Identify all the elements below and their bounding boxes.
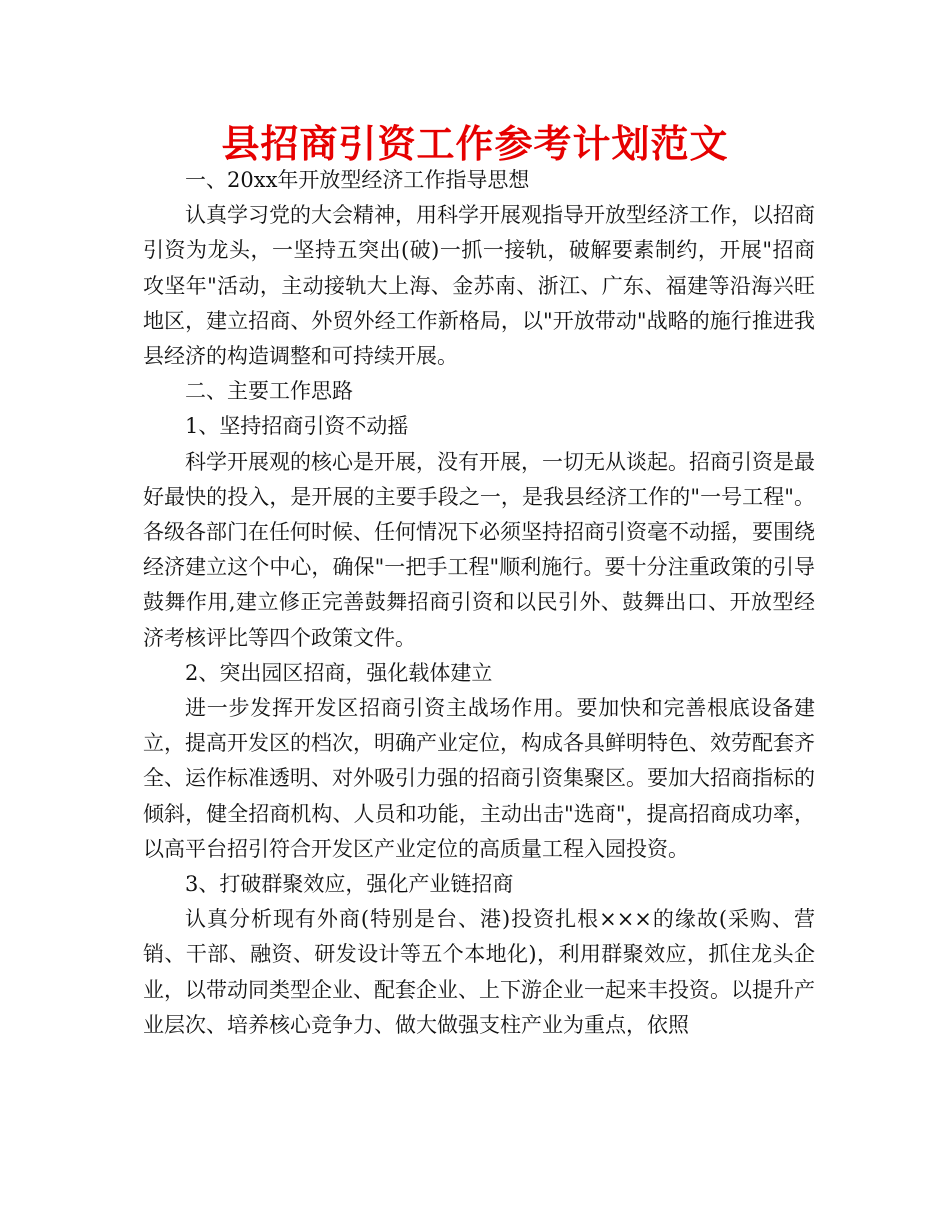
- paragraph-1: 科学开展观的核心是开展，没有开展，一切无从谈起。招商引资是最好最快的投入，是开展的主要手段之一，是我县经济工作的"一号工程"。各级各部门在任何时候、任何情况下必须坚持招商引资毫不动摇，要围绕经济建立这个中心，确保"一把手工程"顺利施行。要十分注重政策的引导鼓舞作用,建立修正完善鼓舞招商引资和以民引外、鼓舞出口、开放型经济考核评比等四个政策文件。: [143, 449, 815, 650]
- subheading-3: 3、打破群聚效应，强化产业链招商: [185, 872, 514, 897]
- document-body: [143, 163, 815, 1043]
- document-title: 县招商引资工作参考计划范文: [221, 122, 729, 166]
- subheading-2: 2、突出园区招商，强化载体建立: [185, 660, 493, 685]
- heading-main-ideas: 二、主要工作思路: [185, 379, 353, 404]
- heading-guiding-thought: 一、20xx年开放型经济工作指导思想: [185, 168, 530, 192]
- paragraph-3: 认真分析现有外商(特别是台、港)投资扎根×××的缘故(采购、营销、干部、融资、研发设计等五个本地化)，利用群聚效应，抓住龙头企业，以带动同类型企业、配套企业、上下游企业一起来丰投资。以提升产业层次、培养核心竞争力、做大做强支柱产业为重点，依照: [143, 907, 815, 1037]
- subheading-1: 1、坚持招商引资不动摇: [185, 414, 409, 439]
- paragraph-2: 进一步发挥开发区招商引资主战场作用。要加快和完善根底设备建立，提高开发区的档次，明确产业定位，构成各具鲜明特色、效劳配套齐全、运作标准透明、对外吸引力强的招商引资集聚区。要加大招商指标的倾斜，健全招商机构、人员和功能，主动出击"选商"，提高招商成功率，以高平台招引符合开发区产业定位的高质量工程入园投资。: [143, 696, 815, 861]
- paragraph-guiding-thought: 认真学习党的大会精神，用科学开展观指导开放型经济工作，以招商引资为龙头，一坚持五突出(破)一抓一接轨，破解要素制约，开展"招商攻坚年"活动，主动接轨大上海、金苏南、浙江、广东、福建等沿海兴旺地区，建立招商、外贸外经工作新格局，以"开放带动"战略的施行推进我县经济的构造调整和可持续开展。: [143, 203, 815, 369]
